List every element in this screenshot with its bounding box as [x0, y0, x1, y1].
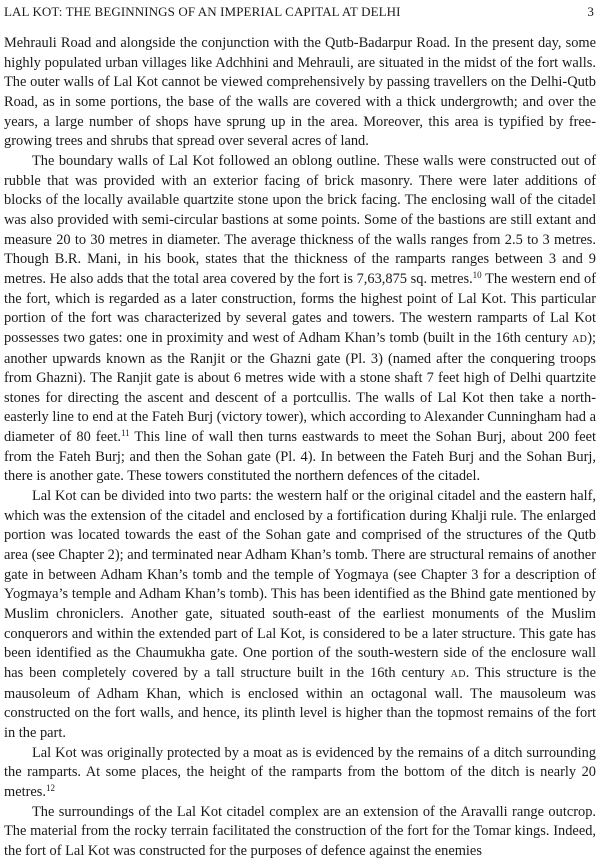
running-header [4, 2, 594, 22]
text-run: Lal Kot was originally protected by a moat as is evidenced by the remains of a ditch surrounding the ramparts. At some places, the height of the ramparts from the bottom of the ditch is nearly 20 metres. [4, 744, 596, 800]
era-abbreviation: AD [450, 669, 466, 680]
paragraph-2 [4, 152, 596, 487]
paragraph-5 [4, 803, 596, 862]
text-run: ); another upwards known as the Ranjit or the Ghazni gate (Pl. 3) (named after the conquering troops from Ghazni). The Ranjit gate is about 6 metres wide with a stone shaft 7 feet high of Delhi quartzite stones for directing the ascent and descent of a portcullis. The walls of Lal Kot then take a north-easterly line to end at the Fateh Burj (victory tower), which according to Alexander Cunningham had a diameter of 80 feet. [4, 329, 596, 446]
text-run: The surroundings of the Lal Kot citadel complex are an extension of the Aravalli range outcrop. The material from the rocky terrain facilitated the construction of the fort for the Tomar kings. Indeed, the fort of Lal Kot was constructed for the purposes of defence against the enemies [4, 803, 596, 859]
page-number: 3 [587, 4, 594, 19]
text-run: Mehrauli Road and alongside the conjunction with the Qutb-Badarpur Road. In the present day, some highly populated urban villages like Adchhini and Mehrauli, are situated in the midst of the fort walls. The outer walls of Lal Kot cannot be viewed comprehensively by passing travellers on the Delhi-Qutb Road, as in some portions, the base of the walls are covered with a thick undergrowth; and over the years, a large number of shops have sprung up in the area. Moreover, this area is typified by free-growing trees and shrubs that spread over several acres of land. [4, 35, 596, 150]
footnote-reference: 11 [120, 428, 130, 439]
text-run: Lal Kot can be divided into two parts: the western half or the original citadel and the eastern half, which was the extension of the citadel and enclosed by a fortification during Khalji rule. The enlarged portion was located towards the east of the Sohan gate and comprised of the structures of the Qutb area (see Chapter 2); and terminated near Adham Khan’s tomb. There are structural remains of another gate in between Adham Khan’s tomb and the temple of Yogmaya (see Chapter 3 for a description of Yogmaya’s temple and Adham Khan’s tomb). This has been identified as the Bhind gate mentioned by Muslim chroniclers. Another gate, situated south-east of the earliest monuments of the Muslim conquerors and within the extended part of Lal Kot, is considered to be a later structure. This gate has been identified as the Chaumukha gate. One portion of the south-western side of the enclosure wall has been completely covered by a tall structure built in the 16th century [4, 488, 596, 681]
text-run: The boundary walls of Lal Kot followed an oblong outline. These walls were constructed out of rubble that was provided with an exterior facing of brick masonry. There were later additions of blocks of the locally available quartzite stone upon the brick facing. The enclosing wall of the citadel was also provided with semi-circular bastions at some points. Some of the bastions are still extant and measure 20 to 30 metres in diameter. The average thickness of the walls ranges from 2.5 to 3 metres. Though B.R. Mani, in his book, states that the thickness of the ramparts ranges between 3 and 9 metres. He also adds that the total area covered by the fort is 7,63,875 sq. metres. [4, 152, 596, 287]
body-text [4, 34, 596, 862]
footnote-reference: 10 [472, 269, 482, 280]
era-abbreviation: AD [572, 333, 588, 345]
text-run: This line of wall then turns eastwards to meet the Sohan Burj, about 200 feet from the Fateh Burj; and then the Sohan gate (Pl. 4). In between the Fateh Burj and the Sohan Burj, there is another gate. These towers constituted the northern defences of the citadel. [4, 429, 596, 485]
text-run: The western end of the fort, which is regarded as a later construction, forms the highest point of Lal Kot. This particular portion of the fort was characterized by several gates and towers. The western ramparts of Lal Kot possesses two gates: one in proximity and west of Adham Khan’s tomb (built in the 16th century [4, 270, 596, 346]
paragraph-4 [4, 744, 596, 803]
paragraph-3 [4, 487, 596, 744]
paragraph-1 [4, 34, 596, 152]
running-title: LAL KOT: THE BEGINNINGS OF AN IMPERIAL CAPITAL AT DELHI [4, 4, 401, 19]
footnote-reference: 12 [45, 782, 55, 793]
text-run: . This structure is the mausoleum of Adham Khan, which is enclosed within an octagonal wall. The mausoleum was constructed on the fort walls, and hence, its plinth level is higher than the topmost remains of the fort in the part. [4, 665, 596, 741]
